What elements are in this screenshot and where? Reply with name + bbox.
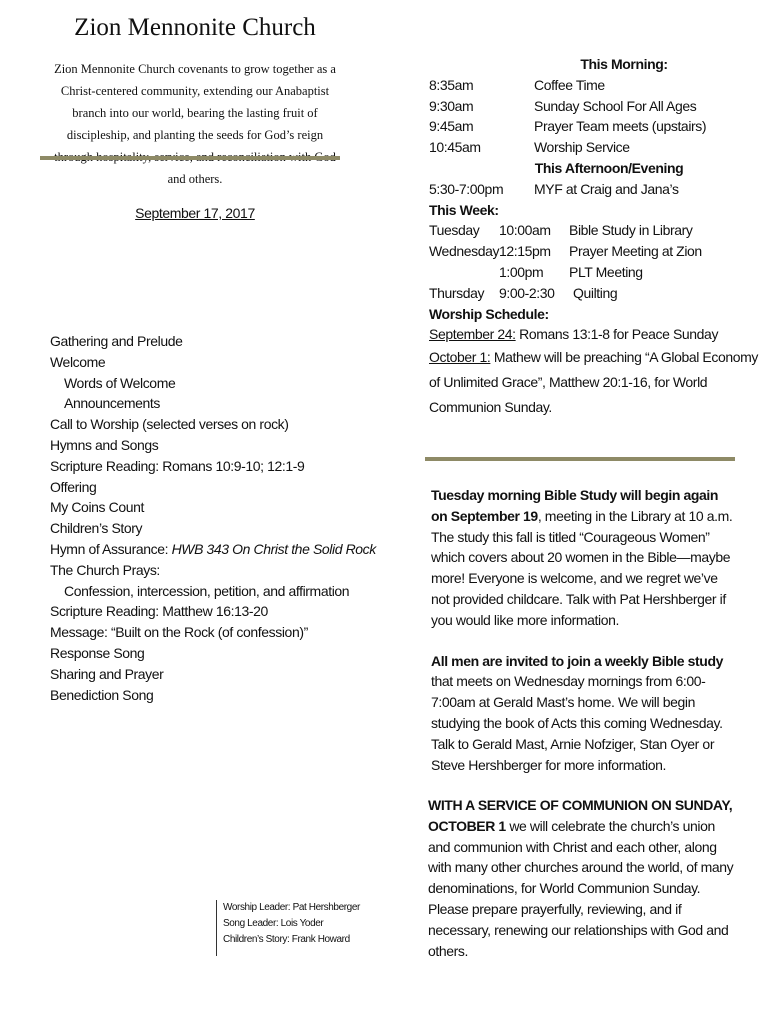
schedule-day: Wednesday bbox=[429, 243, 500, 260]
schedule-item-2-date: October 1: bbox=[429, 349, 491, 366]
schedule-event: Prayer Team meets (upstairs) bbox=[534, 118, 707, 135]
order-item-text: Message: “Built on the Rock (of confession)” bbox=[50, 624, 308, 641]
order-item bbox=[50, 477, 376, 498]
order-item bbox=[50, 685, 376, 706]
schedule-item-1-text: Romans 13:1-8 for Peace Sunday bbox=[519, 326, 719, 343]
order-of-worship bbox=[50, 331, 376, 705]
order-item bbox=[50, 373, 376, 394]
schedule-time: 10:45am bbox=[429, 139, 481, 156]
order-item bbox=[50, 539, 376, 560]
order-item bbox=[50, 664, 376, 685]
bible-study-announcement bbox=[431, 485, 736, 631]
order-item-text: The Church Prays: bbox=[50, 561, 160, 578]
order-item bbox=[50, 331, 376, 352]
this-week-heading: This Week: bbox=[429, 201, 499, 218]
order-item bbox=[50, 518, 376, 539]
song-leader: Song Leader: Lois Yoder bbox=[223, 918, 324, 929]
communion-body: we will celebrate the church’s union and communion with Christ and each other, along with many other churches around the world, of many denominations, for World Communion Sunday. Please prepare prayerfully, reviewing, and if necessary, renewing our relationships with God and others. bbox=[428, 817, 734, 959]
order-item-text: My Coins Count bbox=[50, 499, 144, 516]
this-morning-list bbox=[429, 75, 759, 158]
order-item-text: Response Song bbox=[50, 644, 145, 661]
this-week-list bbox=[429, 220, 759, 303]
order-item bbox=[50, 414, 376, 435]
schedule-event: PLT Meeting bbox=[569, 263, 643, 280]
order-item bbox=[50, 352, 376, 373]
service-date: September 17, 2017 bbox=[135, 205, 255, 221]
schedule-row bbox=[429, 179, 759, 200]
schedule-section bbox=[429, 54, 759, 420]
schedule-event: MYF at Craig and Jana’s bbox=[534, 180, 679, 197]
order-item-italic: HWB 343 On Christ the Solid Rock bbox=[171, 540, 376, 557]
order-item bbox=[50, 456, 376, 477]
order-item-text: Announcements bbox=[64, 395, 160, 412]
worship-leader: Worship Leader: Pat Hershberger bbox=[223, 902, 360, 913]
leaders-box bbox=[216, 900, 360, 956]
this-morning-heading: This Morning: bbox=[580, 56, 668, 72]
order-item-text: Offering bbox=[50, 478, 97, 495]
covenant-statement: Zion Mennonite Church covenants to grow together as a Christ-centered community, extending our Anabaptist branch into our world, bearing the lasting fruit of discipleship, and planting the seeds for God’s reign and others. bbox=[54, 62, 336, 186]
right-divider bbox=[425, 457, 735, 461]
communion-announcement bbox=[428, 795, 738, 961]
schedule-event: Quilting bbox=[573, 284, 618, 301]
schedule-time: 10:00am bbox=[499, 222, 551, 239]
order-item-text: Scripture Reading: Matthew 16:13-20 bbox=[50, 603, 268, 620]
schedule-row bbox=[429, 116, 759, 137]
mens-study-announcement bbox=[431, 651, 736, 776]
order-item bbox=[50, 622, 376, 643]
schedule-row bbox=[429, 96, 759, 117]
schedule-row bbox=[429, 241, 759, 262]
order-item-text: Sharing and Prayer bbox=[50, 665, 164, 682]
schedule-event: Prayer Meeting at Zion bbox=[569, 243, 702, 260]
schedule-item-1 bbox=[429, 324, 759, 345]
schedule-time: 9:45am bbox=[429, 118, 474, 135]
order-item-text: Hymn of Assurance: bbox=[50, 540, 172, 557]
afternoon-list bbox=[429, 179, 759, 200]
schedule-row bbox=[429, 137, 759, 158]
order-item bbox=[50, 435, 376, 456]
schedule-item-2 bbox=[429, 345, 759, 420]
mens-study-lead: All men are invited to join a weekly Bible study bbox=[431, 652, 723, 669]
order-item-text: Confession, intercession, petition, and affirmation bbox=[64, 582, 350, 599]
schedule-time: 9:30am bbox=[429, 97, 474, 114]
order-item bbox=[50, 560, 376, 581]
schedule-row bbox=[429, 220, 759, 241]
schedule-day: Tuesday bbox=[429, 222, 480, 239]
schedule-time: 1:00pm bbox=[499, 263, 544, 280]
order-item-text: Gathering and Prelude bbox=[50, 333, 183, 349]
schedule-row bbox=[429, 75, 759, 96]
order-item-text: Call to Worship (selected verses on rock) bbox=[50, 416, 289, 433]
worship-schedule-heading: Worship Schedule: bbox=[429, 305, 549, 322]
order-item-text: Welcome bbox=[50, 353, 106, 370]
order-item bbox=[50, 393, 376, 414]
order-item-text: Scripture Reading: Romans 10:9-10; 12:1-9 bbox=[50, 457, 305, 474]
church-title: Zion Mennonite Church bbox=[74, 14, 316, 41]
schedule-event: Bible Study in Library bbox=[569, 222, 693, 239]
order-item bbox=[50, 601, 376, 622]
schedule-event: Sunday School For All Ages bbox=[534, 97, 697, 114]
bible-study-lead: Tuesday morning Bible Study will begin again on September 19 bbox=[431, 487, 719, 524]
schedule-event: Worship Service bbox=[534, 139, 630, 156]
schedule-row bbox=[429, 283, 759, 304]
schedule-time: 9:00-2:30 bbox=[499, 284, 555, 301]
schedule-event: Coffee Time bbox=[534, 76, 605, 93]
order-item-text: Children’s Story bbox=[50, 520, 143, 537]
schedule-time: 12:15pm bbox=[499, 243, 551, 260]
order-item bbox=[50, 581, 376, 602]
order-item bbox=[50, 643, 376, 664]
schedule-day: Thursday bbox=[429, 284, 485, 301]
communion-lead: WITH A SERVICE OF COMMUNION ON SUNDAY, OCTOBER 1 bbox=[428, 797, 733, 834]
schedule-item-2-text: Mathew will be preaching “A Global Economy of Unlimited Grace”, Matthew 20:1-16, for World Communion Sunday. bbox=[429, 349, 758, 416]
schedule-item-1-date: September 24: bbox=[429, 326, 516, 343]
schedule-row bbox=[429, 262, 759, 283]
schedule-time: 5:30-7:00pm bbox=[429, 180, 504, 197]
schedule-time: 8:35am bbox=[429, 76, 474, 93]
order-item bbox=[50, 497, 376, 518]
order-item-text: Words of Welcome bbox=[64, 374, 176, 391]
mens-study-body: that meets on Wednesday mornings from 6:00-7:00am at Gerald Mast’s home. We will begin studying the book of Acts this coming Wednesday. Talk to Gerald Mast, Arnie Nofziger, Stan Oyer or Steve Hershberger for more information. bbox=[431, 673, 723, 773]
afternoon-heading: This Afternoon/Evening bbox=[534, 159, 684, 176]
order-item-text: Benediction Song bbox=[50, 686, 154, 703]
order-item-text: Hymns and Songs bbox=[50, 436, 159, 453]
announcements bbox=[431, 485, 736, 795]
bible-study-body: , meeting in the Library at 10 a.m. The study this fall is titled “Courageous Women” which covers about 20 women in the Bible—maybe more! Everyone is welcome, and we regret we’ve not provided childcare. Talk with Pat Hershberger if you would like more information. bbox=[431, 507, 733, 628]
childrens-story-leader: Children’s Story: Frank Howard bbox=[223, 934, 350, 945]
schedule-day bbox=[429, 262, 499, 283]
left-divider bbox=[40, 156, 340, 160]
